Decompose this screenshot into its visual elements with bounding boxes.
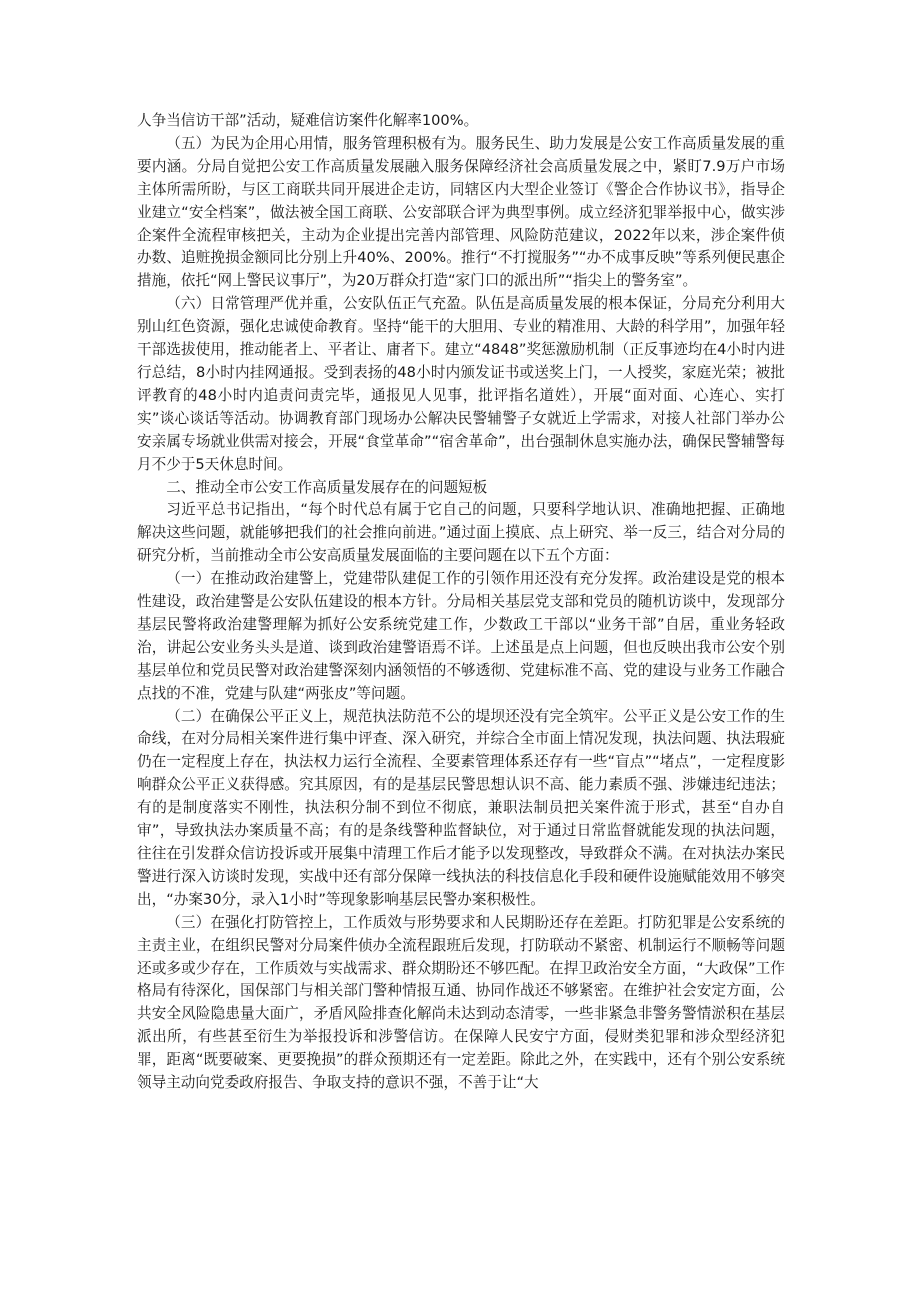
paragraph-section-5: （五）为民为企用心用情，服务管理积极有为。服务民生、助力发展是公安工作高质量发展的重要内涵。分局自觉把公安工作高质量发展融入服务保障经济社会高质量发展之中，紧盯7.9万户市场主体所需所盼，与区工商联共同开展进企走访，同辖区内大型企业签订《警企合作协议书》，指导企业建立“安全档案”，做法被全国工商联、公安部联合评为典型事例。成立经济犯罪举报中心，做实涉企案件全流程审核把关，主动为企业提出完善内部管理、风险防范建议，2022年以来，涉企案件侦办数、追赃挽损金额同比分别上升40%、200%。推行“不打搅服务”“办不成事反映”等系列便民惠企措施，依托“网上警民议事厅”，为20万群众打造“家门口的派出所”“指尖上的警务室”。 xyxy=(137,134,785,290)
paragraph-problem-2: （二）在确保公平正义上，规范执法防范不公的堤坝还没有完全筑牢。公平正义是公安工作的生命线，在对分局相关案件进行集中评查、深入研究，并综合全市面上情况发现，执法问题、执法瑕疵仍在一定程度上存在，执法权力运行全流程、全要素管理体系还存有一些“盲点”“堵点”，一定程度影响群众公平正义获得感。究其原因，有的是基层民警思想认识不高、能力素质不强、涉嫌违纪违法；有的是制度落实不刚性，执法积分制不到位不彻底，兼职法制员把关案件流于形式，甚至“自办自审”，导致执法办案质量不高；有的是条线警种监督缺位，对于通过日常监督就能发现的执法问题，往往在引发群众信访投诉或开展集中清理工作后才能予以发现整改，导致群众不满。在对执法办案民警进行深入访谈时发现，实战中还有部分保障一线执法的科技信息化手段和硬件设施赋能效用不够突出，“办案30分，录入1小时”等现象影响基层民警办案积极性。 xyxy=(137,707,785,908)
section-heading-problems: 二、推动全市公安工作高质量发展存在的问题短板 xyxy=(166,478,488,496)
paragraph-intro-quote: 习近平总书记指出，“每个时代总有属于它自己的问题，只要科学地认识、准确地把握、正确地解决这些问题，就能够把我们的社会推向前进。”通过面上摸底、点上研究、举一反三，结合对分局的研究分析，当前推动全市公安高质量发展面临的主要问题在以下五个方面： xyxy=(137,501,785,565)
document-body xyxy=(137,110,785,1095)
paragraph-continued: 人争当信访干部”活动，疑难信访案件化解率100%。 xyxy=(137,112,479,129)
paragraph-problem-1: （一）在推动政治建警上，党建带队建促工作的引领作用还没有充分发挥。政治建设是党的根本性建设，政治建警是公安队伍建设的根本方针。分局相关基层党支部和党员的随机访谈中，发现部分基层民警将政治建警理解为抓好公安系统党建工作，少数政工干部以“业务干部”自居，重业务轻政治，讲起公安业务头头是道、谈到政治建警语焉不详。上述虽是点上问题，但也反映出我市公安个别基层单位和党员民警对政治建警深刻内涵领悟的不够透彻、党建标准不高、党的建设与业务工作融合点找的不准，党建与队建“两张皮”等问题。 xyxy=(137,570,785,702)
paragraph-section-6: （六）日常管理严优并重，公安队伍正气充盈。队伍是高质量发展的根本保证，分局充分利用大别山红色资源，强化忠诚使命教育。坚持“能干的大胆用、专业的精准用、大龄的科学用”，加强年轻干部选拔使用，推动能者上、平者让、庸者下。建立“4848”奖惩激励机制（正反事迹均在4小时内进行总结，8小时内挂网通报。受到表扬的48小时内颁发证书或送奖上门，一人授奖，家庭光荣；被批评教育的48小时内追责问责完毕，通报见人见事，批评指名道姓），开展“面对面、心连心、实打实”谈心谈话等活动。协调教育部门现场办公解决民警辅警子女就近上学需求，对接人社部门举办公安亲属专场就业供需对接会，开展“食堂革命”“宿舍革命”，出台强制休息实施办法，确保民警辅警每月不少于5天休息时间。 xyxy=(137,295,785,473)
paragraph-problem-3: （三）在强化打防管控上，工作质效与形势要求和人民期盼还存在差距。打防犯罪是公安系统的主责主业，在组织民警对分局案件侦办全流程跟班后发现，打防联动不紧密、机制运行不顺畅等问题还或多或少存在，工作质效与实战需求、群众期盼还不够匹配。在捍卫政治安全方面，“大政保”工作格局有待深化，国保部门与相关部门警种情报互通、协同作战还不够紧密。在维护社会安定方面，公共安全风险隐患量大面广，矛盾风险排查化解尚未达到动态清零，一些非紧急非警务警情淤积在基层派出所，有些甚至衍生为举报投诉和涉警信访。在保障人民安宁方面，侵财类犯罪和涉众型经济犯罪，距离“既要破案、更要挽损”的群众预期还有一定差距。除此之外，在实践中，还有个别公安系统领导主动向党委政府报告、争取支持的意识不强，不善于让“大 xyxy=(137,913,785,1092)
